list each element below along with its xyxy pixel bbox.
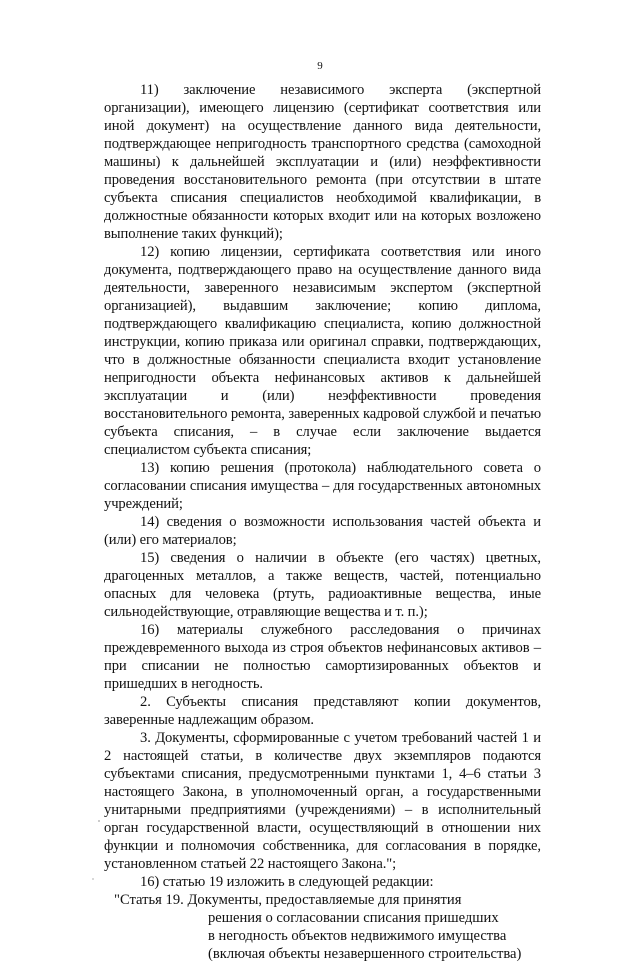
part-3-paragraph: 3. Документы, сформированные с учетом требований частей 1 и 2 настоящей статьи, в количестве двух экземпляров подаются субъектами списания, предусмотренными пунктами 1, 4–6 статьи 3 настоящего Закона, в уполномоченный орган, а государственными унитарными предприятиями (учреждениями) – в исполнительный орган государственной власти, осуществляющий в отношении них функции и полномочия собственника, для согласования в порядке, установленном статьей 22 настоящего Закона."; [104, 730, 541, 872]
article-19-heading-line: "Статья 19. Документы, предоставляемые для принятия [114, 892, 462, 908]
item-12-paragraph: 12) копию лицензии, сертификата соответствия или иного документа, подтверждающего право на осуществление данного вида деятельности, заверенного независимым экспертом (экспертной организацией), выдавшим заключение; копию диплома, подтверждающего квалификацию специалиста, копию должностной инструкции, копию приказа или оригинал справки, подтверждающих, что в должностные обязанности специалиста входит установление непригодности объекта нефинансовых активов к дальнейшей эксплуатации и (или) неэффективности проведения восстановительного ремонта, заверенных кадровой службой и печатью субъекта списания, – в случае если заключение выдается специалистом субъекта списания; [104, 244, 541, 458]
part-2-paragraph: 2. Субъекты списания представляют копии документов, заверенные надлежащим образом. [104, 694, 541, 728]
amendment-16-paragraph: 16) статью 19 изложить в следующей редакции: [140, 874, 434, 890]
article-19-heading-line: решения о согласовании списания пришедших [208, 910, 499, 926]
article-19-heading-line: (включая объекты незавершенного строительства) [208, 946, 522, 962]
item-14-paragraph: 14) сведения о возможности использования частей объекта и (или) его материалов; [104, 514, 541, 548]
scan-speck [92, 878, 94, 880]
item-15-paragraph: 15) сведения о наличии в объекте (его частях) цветных, драгоценных металлов, а также веществ, частей, потенциально опасных для человека (ртуть, радиоактивные вещества, иные сильнодействующие, отравляющие вещества и т. п.); [104, 550, 541, 620]
item-11-paragraph: 11) заключение независимого эксперта (экспертной организации), имеющего лицензию (сертификат соответствия или иной документ) на осуществление данного вида деятельности, подтверждающее непригодность транспортного средства (самоходной машины) к дальнейшей эксплуатации и (или) неэффективности проведения восстановительного ремонта (при отсутствии в штате субъекта списания специалистов необходимой квалификации, в должностные обязанности которых входит или на которых возложено выполнение таких функций); [104, 82, 541, 242]
article-19-heading [104, 891, 541, 963]
page-number: 9 [317, 60, 323, 72]
document-body [104, 81, 541, 963]
item-16-paragraph: 16) материалы служебного расследования о причинах преждевременного выхода из строя объектов нефинансовых активов – при списании не полностью самортизированных объектов и пришедших в негодность. [104, 622, 541, 692]
scan-speck [98, 820, 100, 822]
article-19-heading-line: в негодность объектов недвижимого имущества [208, 928, 507, 944]
item-13-paragraph: 13) копию решения (протокола) наблюдательного совета о согласовании списания имущества – для государственных автономных учреждений; [104, 460, 541, 512]
